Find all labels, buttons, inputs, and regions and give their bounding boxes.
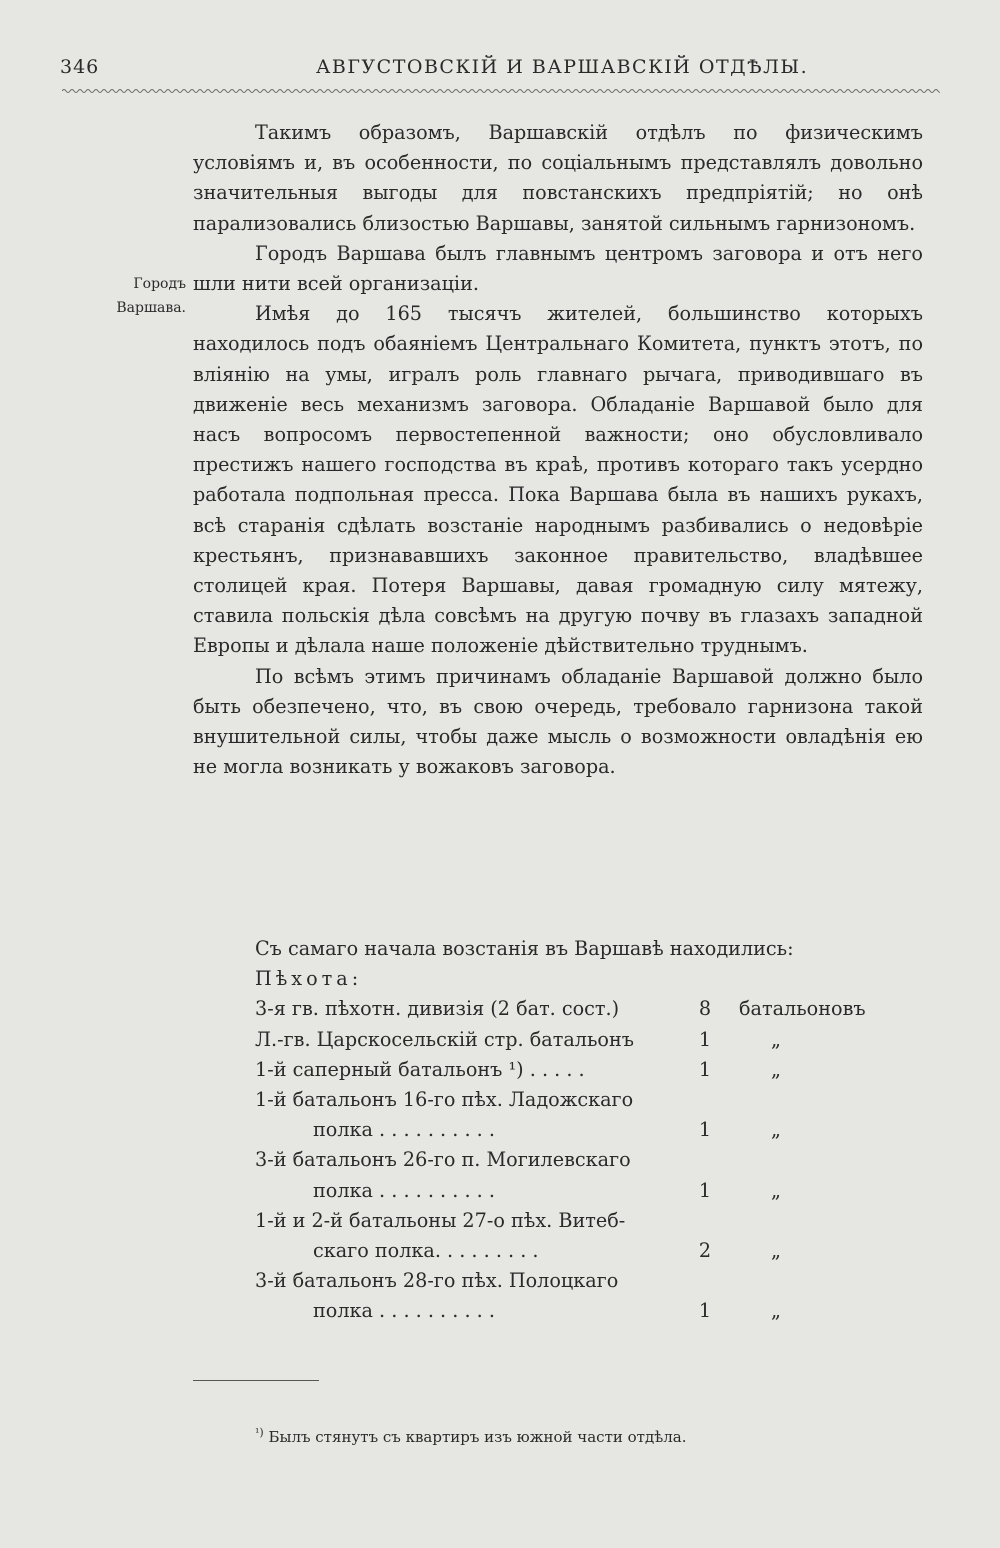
unit-count: 1 (698, 1057, 712, 1081)
ditto-mark: „ (771, 1057, 781, 1081)
roster-intro: Съ самаго начала возстанія въ Варшавѣ находились: (255, 937, 794, 960)
body-text (193, 118, 923, 782)
footnote (255, 1428, 687, 1446)
unit-name: Л.-гв. Царскосельскій стр. батальонъ (255, 1027, 634, 1051)
paragraph: Имѣя до 165 тысячъ жителей, большинство которыхъ находилось подъ обаяніемъ Центральнаго Комитета, пунктъ этотъ, по вліянію на умы, игралъ роль главнаго рычага, приводившаго въ движеніе весь механизмъ заговора. Обладаніе Варшавой было для насъ вопросомъ первостепенной важности; оно обусловливало престижъ нашего господства въ краѣ, противъ котораго такъ усердно работала подпольная пресса. Пока Варшава была въ нашихъ рукахъ, всѣ старанія сдѣлать возстаніе народнымъ разбивались о недовѣріе крестьянъ, признававшихъ законное правительство, владѣвшее столицей края. Потеря Варшавы, давая громадную силу мятежу, ставила польскія дѣла совсѣмъ на другую почву въ глазахъ западной Европы и дѣлала наше положеніе дѣйствительно труднымъ. (193, 302, 923, 658)
unit-count: 1 (698, 1299, 712, 1323)
unit-name-continued: полка . . . . . . . . . . (313, 1178, 495, 1202)
paragraph: Городъ Варшава былъ главнымъ центромъ заговора и отъ него шли нити всей организаціи. (193, 241, 923, 296)
paragraph: Такимъ образомъ, Варшавскій отдѣлъ по физическимъ условіямъ и, въ особенности, по соціальнымъ представлялъ довольно значительныя выгоды для повстанскихъ предпріятій; но онѣ парализовались близостью Варшавы, занятой сильнымъ гарнизономъ. (193, 121, 923, 235)
roster-row (255, 1266, 935, 1326)
unit-name: 3-й батальонъ 28-го пѣх. Полоцкаго (255, 1269, 619, 1293)
margin-note: Городъ Варшава. (116, 276, 186, 316)
unit-name: 3-й батальонъ 26-го п. Могилевскаго (255, 1148, 631, 1172)
footnote-mark: ¹) (255, 1426, 264, 1439)
paragraph: По всѣмъ этимъ причинамъ обладаніе Варшавой должно было быть обезпечено, что, въ свою очередь, требовало гарнизона такой внушительной силы, чтобы даже мысль о возможности овладѣнія ею не могла возникать у вожаковъ заговора. (193, 664, 923, 779)
unit-name: 3-я гв. пѣхотн. дивизія (2 бат. сост.) (255, 997, 620, 1021)
page-number: 346 (60, 56, 100, 78)
roster-row (255, 1145, 935, 1205)
unit-name-continued: полка . . . . . . . . . . (313, 1299, 495, 1323)
unit-count: 1 (698, 1027, 712, 1051)
roster-section-heading: Пѣхота: (255, 967, 363, 991)
roster-row (255, 1055, 935, 1085)
roster-row (255, 1206, 935, 1266)
unit-name-continued: полка . . . . . . . . . . (313, 1118, 495, 1142)
footnote-rule (193, 1380, 319, 1381)
unit-count: 8 (698, 997, 712, 1021)
ditto-mark: „ (771, 1178, 781, 1202)
ditto-mark: „ (771, 1027, 781, 1051)
ditto-mark: „ (771, 1239, 781, 1263)
roster-row (255, 994, 935, 1024)
unit-count: 1 (698, 1118, 712, 1142)
unit-label: батальоновъ (739, 997, 866, 1021)
garrison-roster (255, 934, 935, 1327)
unit-count: 2 (698, 1239, 712, 1263)
page-header (60, 56, 940, 86)
unit-name: 1-й и 2-й батальоны 27-о пѣх. Витеб- (255, 1208, 626, 1232)
footnote-text: Былъ стянутъ съ квартиръ изъ южной части отдѣла. (268, 1428, 687, 1446)
header-wavy-rule (62, 86, 940, 96)
ditto-mark: „ (771, 1299, 781, 1323)
running-title: АВГУСТОВСКІЙ И ВАРШАВСКІЙ ОТДѢЛЫ. (316, 56, 809, 78)
unit-count: 1 (698, 1178, 712, 1202)
unit-name-continued: скаго полка. . . . . . . . . (313, 1239, 539, 1263)
unit-name: 1-й саперный батальонъ ¹) . . . . . (255, 1057, 585, 1081)
roster-row (255, 1085, 935, 1145)
unit-name: 1-й батальонъ 16-го пѣх. Ладожскаго (255, 1088, 634, 1112)
roster-row (255, 1025, 935, 1055)
ditto-mark: „ (771, 1118, 781, 1142)
